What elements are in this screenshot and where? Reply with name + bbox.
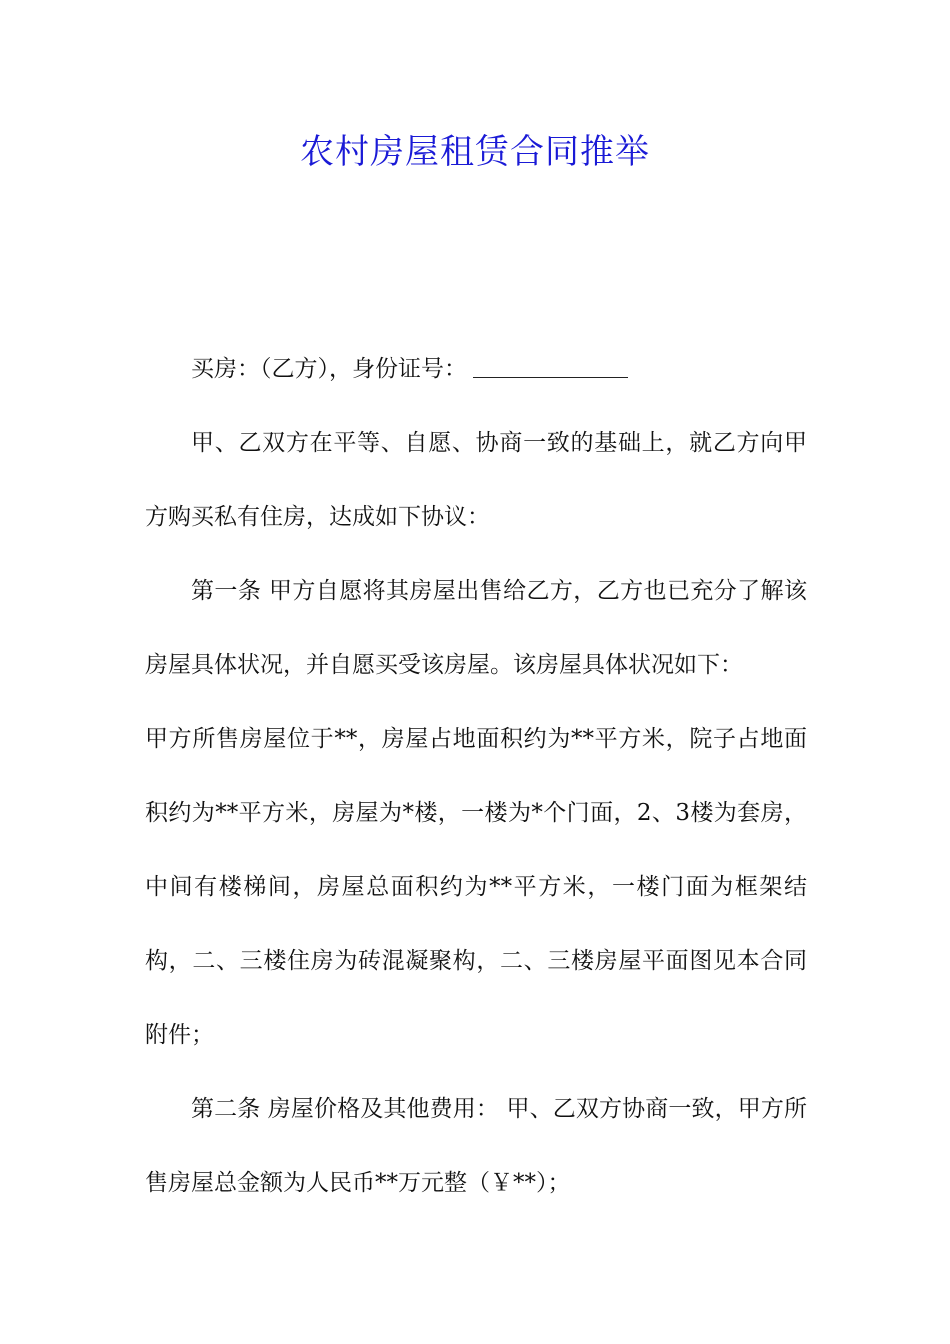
paragraph-article-two: 第二条 房屋价格及其他费用： 甲、乙双方协商一致，甲方所售房屋总金额为人民币**万元整（￥**）； (145, 1096, 807, 1196)
document-title: 农村房屋租赁合同推举 (300, 132, 650, 172)
paragraph-house-details: 甲方所售房屋位于**，房屋占地面积约为**平方米，院子占地面积约为**平方米，房屋为*楼，一楼为*个门面，2、3楼为套房，中间有楼梯间，房屋总面积约为**平方米，一楼门面为框架结构，二、三楼住房为砖混凝聚构，二、三楼房屋平面图见本合同附件； (145, 726, 807, 1048)
paragraph-agreement: 甲、乙双方在平等、自愿、协商一致的基础上，就乙方向甲方购买私有住房，达成如下协议： (145, 430, 807, 530)
id-number-blank (473, 355, 628, 378)
contract-body (145, 332, 807, 1220)
buyer-line (145, 332, 807, 406)
buyer-line-text: 买房：（乙方），身份证号： (191, 356, 467, 382)
paragraph-article-one: 第一条 甲方自愿将其房屋出售给乙方，乙方也已充分了解该房屋具体状况，并自愿买受该房屋。该房屋具体状况如下： (145, 578, 807, 678)
